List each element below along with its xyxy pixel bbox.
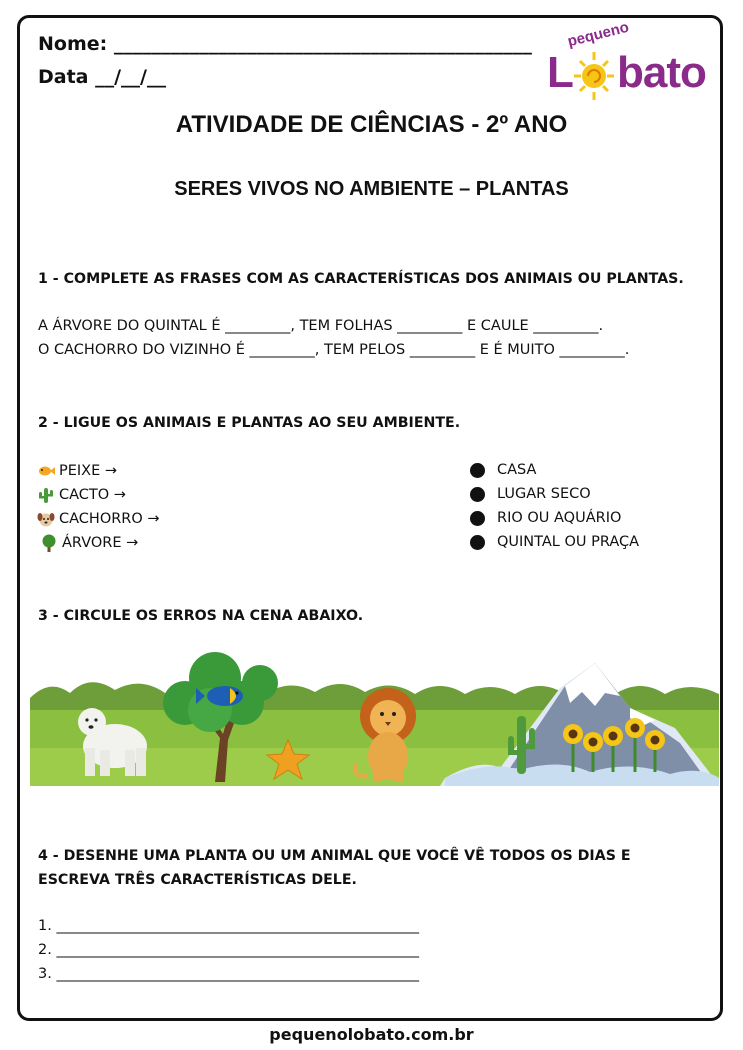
left-item-cacto bbox=[37, 486, 126, 504]
right-item-label: QUINTAL OU PRAÇA bbox=[497, 534, 640, 550]
connector-dot bbox=[470, 511, 485, 526]
page-subtitle: SERES VIVOS NO AMBIENTE – PLANTAS bbox=[174, 178, 569, 200]
question-1-line-1: A ÁRVORE DO QUINTAL É _________, TEM FOLHAS _________ E CAULE _________. bbox=[38, 318, 604, 334]
connector-dot bbox=[470, 535, 485, 550]
question-1-line-2: O CACHORRO DO VIZINHO É _________, TEM PELOS _________ E É MUITO _________. bbox=[38, 342, 630, 358]
left-item-label: ÁRVORE → bbox=[62, 535, 139, 551]
logo-small-text: pequeno bbox=[565, 18, 631, 51]
right-item-lugar-seco bbox=[470, 486, 591, 502]
date-field-label: Data __/__/__ bbox=[38, 66, 166, 88]
left-item-label: CACTO → bbox=[59, 487, 126, 503]
answer-line-1[interactable]: 1. __________________________________________________ bbox=[38, 918, 419, 934]
question-3-heading: 3 - CIRCULE OS ERROS NA CENA ABAIXO. bbox=[38, 608, 364, 624]
name-field-label: Nome: ____________________________________________ bbox=[38, 33, 532, 55]
footer-website[interactable]: pequenolobato.com.br bbox=[269, 1025, 474, 1044]
left-item-cachorro bbox=[37, 510, 160, 528]
question-4-heading-line-1: 4 - DESENHE UMA PLANTA OU UM ANIMAL QUE VOCÊ VÊ TODOS OS DIAS E bbox=[38, 848, 631, 864]
right-item-rio bbox=[470, 510, 621, 526]
question-2-heading: 2 - LIGUE OS ANIMAIS E PLANTAS AO SEU AMBIENTE. bbox=[38, 415, 461, 431]
pequeno-lobato-logo bbox=[545, 18, 720, 104]
fish-icon bbox=[37, 462, 55, 480]
left-item-arvore bbox=[40, 534, 138, 552]
left-item-peixe bbox=[37, 462, 117, 480]
answer-line-2[interactable]: 2. __________________________________________________ bbox=[38, 942, 419, 958]
cactus-icon bbox=[37, 486, 55, 504]
connector-dot bbox=[470, 487, 485, 502]
answer-line-3[interactable]: 3. __________________________________________________ bbox=[38, 966, 419, 982]
question-4-heading-line-2: ESCREVA TRÊS CARACTERÍSTICAS DELE. bbox=[38, 872, 357, 888]
question-1-heading: 1 - COMPLETE AS FRASES COM AS CARACTERÍSTICAS DOS ANIMAIS OU PLANTAS. bbox=[38, 271, 684, 287]
right-item-label: RIO OU AQUÁRIO bbox=[497, 510, 622, 526]
connector-dot bbox=[470, 463, 485, 478]
sun-icon bbox=[572, 50, 616, 102]
dog-icon bbox=[37, 510, 55, 528]
logo-letter-l: L bbox=[547, 48, 573, 97]
right-item-quintal bbox=[470, 534, 639, 550]
left-item-label: CACHORRO → bbox=[59, 511, 160, 527]
right-item-label: CASA bbox=[497, 462, 537, 478]
right-item-casa bbox=[470, 462, 536, 478]
left-item-label: PEIXE → bbox=[59, 463, 118, 479]
error-scene-illustration bbox=[30, 648, 719, 786]
tree-icon bbox=[40, 534, 58, 552]
right-item-label: LUGAR SECO bbox=[497, 486, 591, 502]
page-title: ATIVIDADE DE CIÊNCIAS - 2º ANO bbox=[175, 111, 568, 138]
logo-word-bato: bato bbox=[617, 48, 706, 97]
